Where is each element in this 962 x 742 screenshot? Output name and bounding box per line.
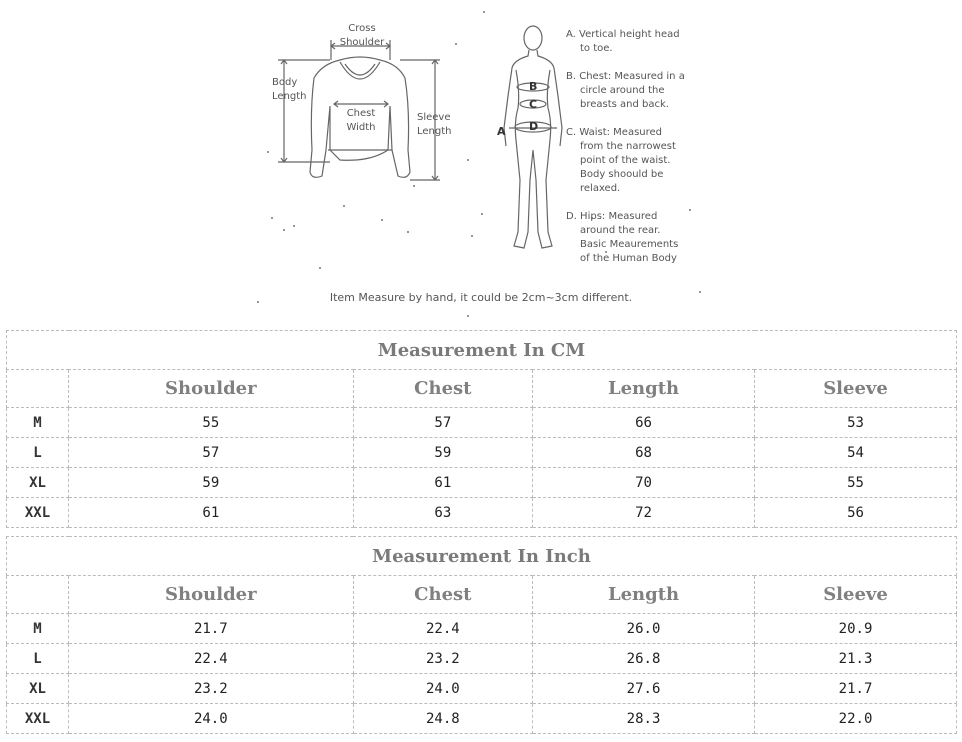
table-row [7,468,957,498]
value-cell: 70 [533,468,755,498]
measure-disclaimer: Item Measure by hand, it could be 2cm~3cm different. [329,291,633,304]
cm-measurement-table [6,330,957,528]
column-header-length: Length [533,576,755,614]
note-b: B. Chest: Measured in a circle around the breasts and back. [566,71,685,110]
value-cell: 21.3 [755,644,957,674]
size-cell: L [7,644,69,674]
value-cell: 56 [755,498,957,528]
value-cell: 53 [755,408,957,438]
measurement-notes [566,28,706,280]
table-row [7,704,957,734]
column-header-length: Length [533,370,755,408]
letter-c-label: C [529,98,538,111]
column-header-shoulder: Shoulder [69,576,354,614]
letter-b-label: B [529,80,538,93]
size-cell: M [7,614,69,644]
value-cell: 21.7 [69,614,354,644]
note-c: C. Waist: Measured from the narrowest point of the waist. Body shoould be relaxed. [566,127,676,194]
table-row [7,408,957,438]
value-cell: 63 [353,498,532,528]
column-header-chest: Chest [353,576,532,614]
value-cell: 57 [69,438,354,468]
value-cell: 68 [533,438,755,468]
letter-a-label: A [497,125,506,138]
value-cell: 61 [353,468,532,498]
inch-measurement-table [6,536,957,734]
size-cell: XXL [7,498,69,528]
table-header-row [7,576,957,614]
value-cell: 61 [69,498,354,528]
value-cell: 27.6 [533,674,755,704]
cross-shoulder-label: Cross Shoulder [339,23,385,48]
value-cell: 26.8 [533,644,755,674]
note-d: D. Hips: Measured around the rear. Basic Meaurements of the Human Body [566,211,679,264]
table-row [7,674,957,704]
value-cell: 23.2 [353,644,532,674]
value-cell: 55 [69,408,354,438]
size-cell: XXL [7,704,69,734]
table-row [7,498,957,528]
table-header-row [7,370,957,408]
value-cell: 66 [533,408,755,438]
value-cell: 24.0 [69,704,354,734]
value-cell: 55 [755,468,957,498]
size-header-cell [7,576,69,614]
value-cell: 28.3 [533,704,755,734]
value-cell: 59 [69,468,354,498]
garment-and-body-illustration [0,0,962,322]
size-cell: L [7,438,69,468]
value-cell: 59 [353,438,532,468]
table-row [7,614,957,644]
note-a: A. Vertical height head to toe. [566,29,680,54]
value-cell: 72 [533,498,755,528]
value-cell: 22.4 [353,614,532,644]
chest-width-label: Chest Width [346,108,376,133]
letter-d-label: D [529,120,539,133]
size-header-cell [7,370,69,408]
value-cell: 22.4 [69,644,354,674]
value-cell: 54 [755,438,957,468]
value-cell: 23.2 [69,674,354,704]
sleeve-length-label: Sleeve Length [417,112,452,137]
size-cell: M [7,408,69,438]
size-cell: XL [7,468,69,498]
value-cell: 24.0 [353,674,532,704]
body-length-label: Body Length [272,77,307,102]
value-cell: 20.9 [755,614,957,644]
column-header-sleeve: Sleeve [755,370,957,408]
value-cell: 26.0 [533,614,755,644]
table-row [7,644,957,674]
value-cell: 22.0 [755,704,957,734]
table-row [7,438,957,468]
column-header-chest: Chest [353,370,532,408]
value-cell: 21.7 [755,674,957,704]
size-cell: XL [7,674,69,704]
column-header-sleeve: Sleeve [755,576,957,614]
table-title: Measurement In Inch [7,537,957,576]
measurement-diagram [0,0,962,322]
value-cell: 57 [353,408,532,438]
value-cell: 24.8 [353,704,532,734]
column-header-shoulder: Shoulder [69,370,354,408]
table-title: Measurement In CM [7,331,957,370]
